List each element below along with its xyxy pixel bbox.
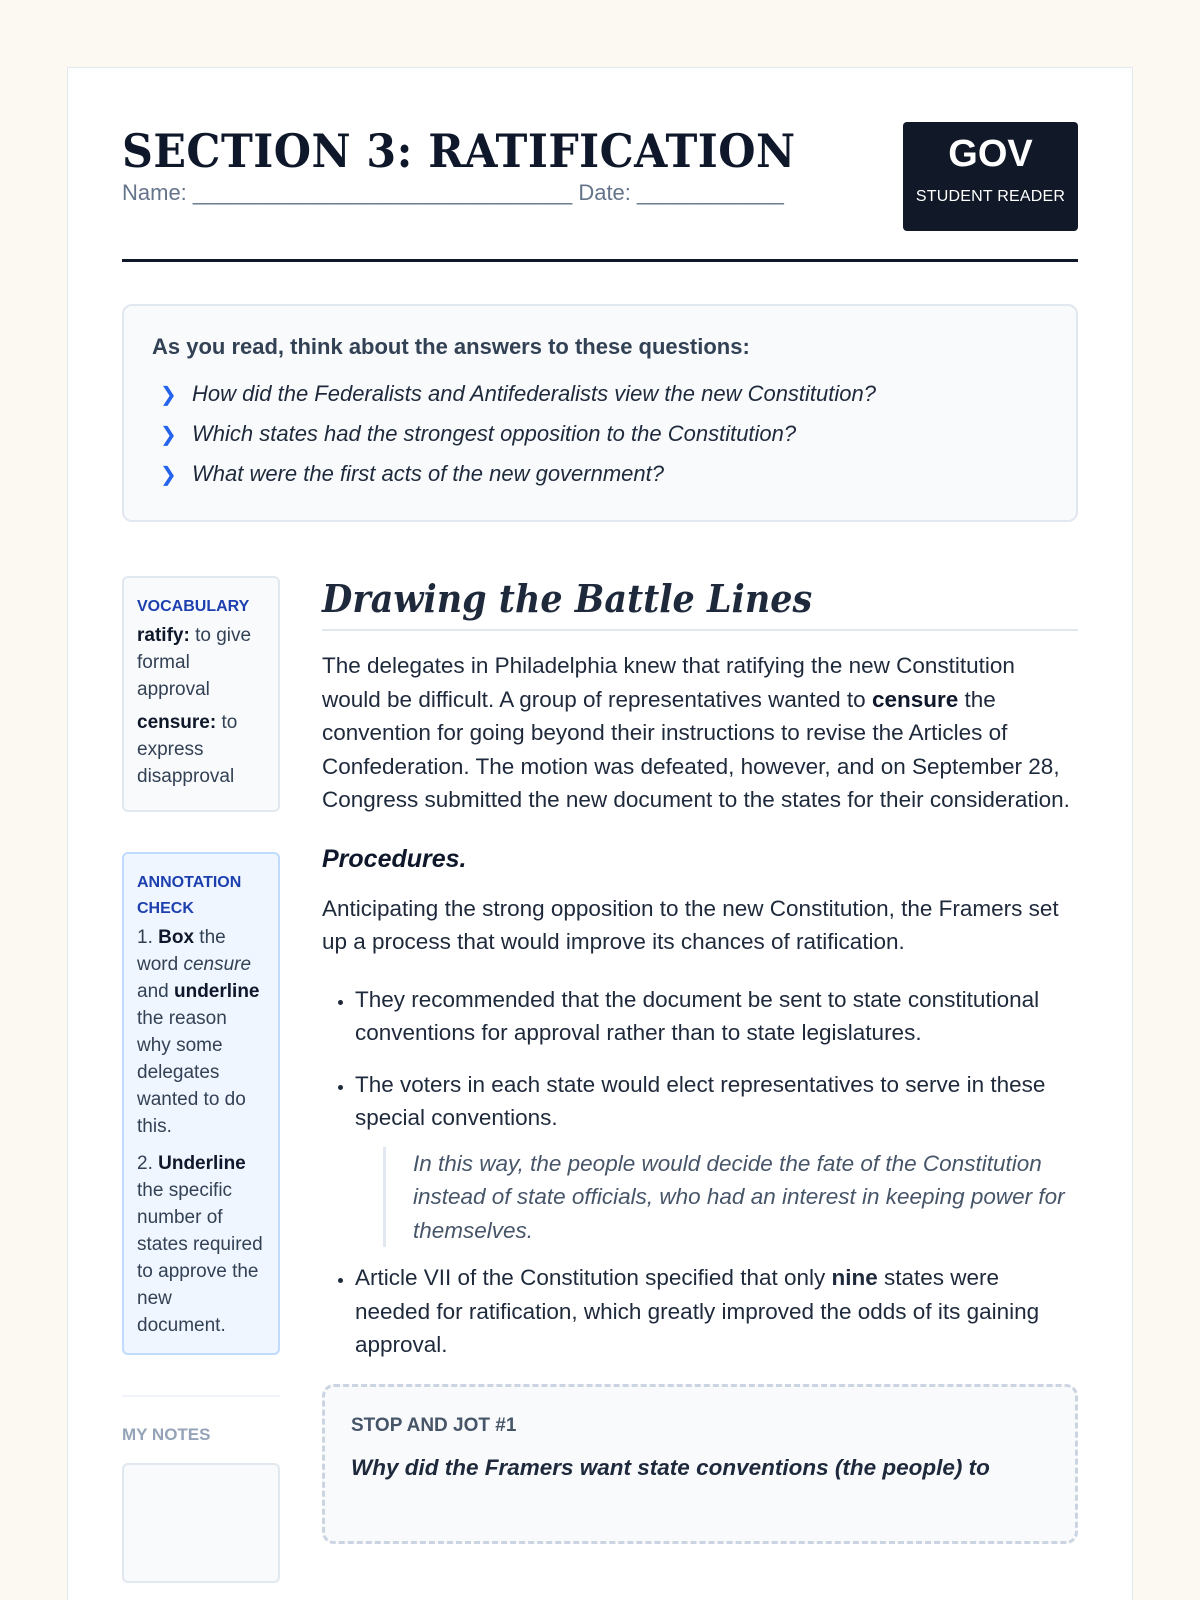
sidebar-divider [122,1395,280,1397]
instruction-text: the specific number of states required to approve the new document. [137,1180,263,1336]
questions-list [152,374,1048,494]
my-notes-field[interactable] [122,1463,280,1583]
questions-heading: As you read, think about the answers to these questions: [152,334,750,359]
chevron-right-icon: ❯ [160,423,177,446]
instruction-verb: underline [173,981,260,1002]
vocab-word: ratify: [137,625,190,646]
list-item: • They recommended that the document be sent to state constitutional conventions for approval rather than to state legislatures. [355,983,1078,1050]
instruction-verb: Box [158,927,195,948]
list-item [355,1068,1078,1248]
badge-title: GOV [948,133,1033,175]
instruction-term: censure [183,954,252,975]
gov-badge [903,122,1078,231]
paragraph-intro [322,649,1078,817]
list-item-text: The voters in each state would elect representatives to serve in these special conventions. [355,1071,1046,1130]
item-number: 1. [137,927,159,948]
vocab-highlight: censure [871,686,959,712]
instruction-text: the reason why some delegates wanted to do this. [137,1008,246,1137]
sidebar [122,576,280,1583]
list-item-text: states were needed for ratification, which greatly improved the odds of its gaining approval. [355,1265,1040,1357]
question-item [152,454,1048,494]
annotation-check-box [122,852,280,1355]
instruction-verb: Underline [158,1153,246,1174]
stop-and-jot-label: STOP AND JOT #1 [351,1414,517,1436]
question-item [152,414,1048,454]
annotation-label: ANNOTATION CHECK [137,874,242,917]
instruction-text: the word [137,927,226,975]
stop-and-jot-prompt: Why did the Framers want state conventions (the people) to [351,1454,990,1480]
reader-page [67,67,1133,1600]
name-date-line: Name: _______________________________ Date: ____________ [122,180,784,205]
list-item [355,1261,1078,1362]
annotation-item [137,1150,265,1339]
question-text: What were the first acts of the new government? [192,461,665,486]
question-text: How did the Federalists and Antifederalists view the new Constitution? [192,381,876,406]
subheading-procedures: Procedures. [322,844,467,873]
vocab-word: censure: [137,712,217,733]
paragraph-text: the convention for going beyond their instructions to revise the Articles of Confederation. The motion was defeated, however, and on September 28, Congress submitted the new document to the states for their consideration. [322,686,1070,812]
key-number: nine [831,1265,878,1290]
my-notes-label: MY NOTES [122,1425,211,1444]
question-text: Which states had the strongest opposition to the Constitution? [192,421,797,446]
paragraph-procedures: Anticipating the strong opposition to the new Constitution, the Framers set up a process that would improve its chances of ratification. [322,895,1059,954]
page-title: SECTION 3: RATIFICATION [122,124,796,178]
section-heading-text: Drawing the Battle Lines [322,576,813,621]
stop-and-jot-box[interactable] [322,1384,1078,1544]
item-number: 2. [137,1153,159,1174]
chevron-right-icon: ❯ [160,383,177,406]
vocabulary-label: VOCABULARY [137,598,250,615]
paragraph-text: The delegates in Philadelphia knew that ratifying the new Constitution would be difficult. A group of representatives wanted to [322,653,1015,712]
main-reading [322,576,1078,1544]
vocab-definition: to give formal approval [137,625,252,700]
section-heading [322,576,1078,631]
vocab-definition: to express disapproval [137,712,238,787]
vocab-term [137,709,265,790]
list-item-text: Article VII of the Constitution specified that only [355,1265,832,1290]
vocab-term [137,622,265,703]
chevron-right-icon: ❯ [160,463,177,486]
annotation-item [137,924,265,1140]
guiding-questions-box [122,304,1078,522]
callout-quote: In this way, the people would decide the fate of the Constitution instead of state officials, who had an interest in keeping power for themselves. [383,1147,1078,1248]
instruction-text: and [137,981,174,1002]
badge-subtitle: STUDENT READER [915,188,1066,205]
vocabulary-box [122,576,280,812]
page-header [122,122,1078,262]
procedures-list [322,983,1078,1362]
question-item [152,374,1048,414]
